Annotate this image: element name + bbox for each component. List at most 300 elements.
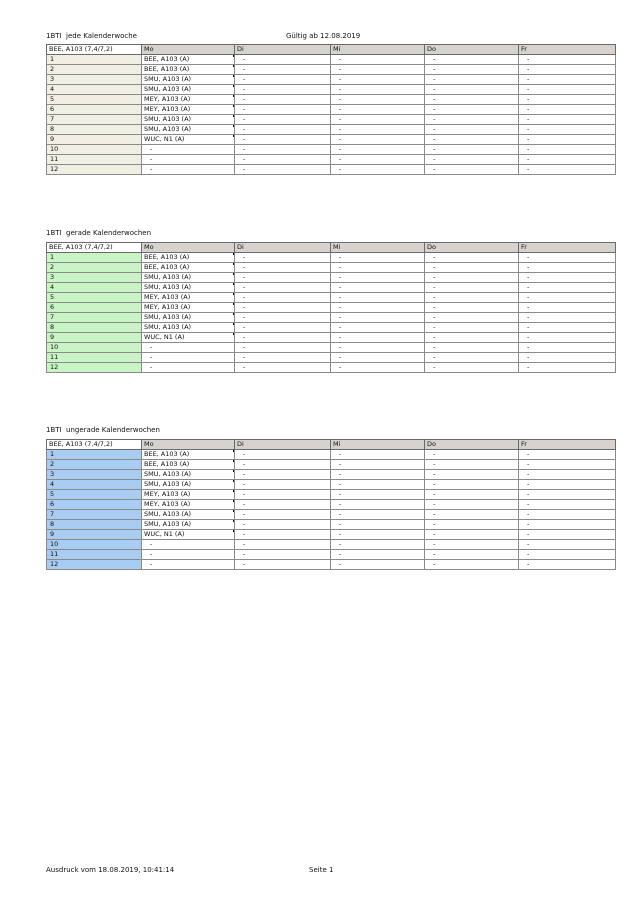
- table-row: [47, 560, 616, 570]
- lesson-cell-do: [425, 363, 519, 373]
- lesson-cell-mo: [142, 253, 235, 263]
- day-header-mo: Mo: [142, 440, 235, 450]
- lesson-cell-mi: [331, 55, 425, 65]
- lesson-text: -: [433, 65, 436, 73]
- lesson-cell-mo: [142, 303, 235, 313]
- table-row: [47, 135, 616, 145]
- lesson-cell-di: [235, 520, 331, 530]
- lesson-cell-di: [235, 353, 331, 363]
- lesson-cell-do: [425, 105, 519, 115]
- lesson-text: -: [150, 155, 153, 163]
- lesson-text: BEE, A103 (A): [144, 55, 190, 63]
- lesson-text: -: [527, 550, 530, 558]
- lesson-text: BEE, A103 (A): [144, 263, 190, 271]
- lesson-text: -: [527, 303, 530, 311]
- lesson-text: SMU, A103 (A): [144, 273, 192, 281]
- table-row: [47, 363, 616, 373]
- table-row: [47, 165, 616, 175]
- lesson-text: -: [527, 95, 530, 103]
- lesson-cell-mi: [331, 550, 425, 560]
- lesson-cell-di: [235, 303, 331, 313]
- lesson-text: -: [433, 480, 436, 488]
- lesson-cell-fr: [519, 313, 616, 323]
- period-number: 3: [47, 75, 142, 85]
- lesson-cell-do: [425, 450, 519, 460]
- lesson-text: -: [527, 540, 530, 548]
- corner-marker: [233, 253, 235, 256]
- lesson-text: -: [527, 145, 530, 153]
- lesson-text: -: [243, 353, 246, 361]
- lesson-text: -: [433, 105, 436, 113]
- lesson-text: -: [527, 105, 530, 113]
- lesson-cell-mo: [142, 560, 235, 570]
- lesson-cell-fr: [519, 343, 616, 353]
- table-row: [47, 273, 616, 283]
- lesson-text: SMU, A103 (A): [144, 85, 192, 93]
- lesson-cell-fr: [519, 460, 616, 470]
- lesson-text: -: [527, 155, 530, 163]
- corner-marker: [233, 75, 235, 78]
- lesson-cell-di: [235, 470, 331, 480]
- lesson-cell-do: [425, 125, 519, 135]
- lesson-cell-mo: [142, 165, 235, 175]
- lesson-text: -: [433, 353, 436, 361]
- table-row: [47, 155, 616, 165]
- lesson-cell-do: [425, 480, 519, 490]
- lesson-cell-fr: [519, 125, 616, 135]
- lesson-cell-mo: [142, 273, 235, 283]
- lesson-text: -: [433, 115, 436, 123]
- lesson-text: MEY, A103 (A): [144, 105, 191, 113]
- lesson-text: -: [243, 480, 246, 488]
- period-number: 3: [47, 470, 142, 480]
- lesson-cell-fr: [519, 263, 616, 273]
- lesson-text: SMU, A103 (A): [144, 323, 192, 331]
- lesson-text: -: [527, 470, 530, 478]
- period-number: 7: [47, 510, 142, 520]
- lesson-text: -: [243, 500, 246, 508]
- day-header-fr: Fr: [519, 45, 616, 55]
- lesson-cell-mi: [331, 75, 425, 85]
- lesson-text: -: [527, 460, 530, 468]
- lesson-cell-do: [425, 500, 519, 510]
- lesson-cell-di: [235, 115, 331, 125]
- lesson-cell-fr: [519, 480, 616, 490]
- lesson-cell-di: [235, 145, 331, 155]
- period-number: 5: [47, 490, 142, 500]
- lesson-text: BEE, A103 (A): [144, 65, 190, 73]
- day-header-di: Di: [235, 45, 331, 55]
- lesson-cell-mo: [142, 550, 235, 560]
- lesson-cell-fr: [519, 490, 616, 500]
- lesson-cell-mi: [331, 273, 425, 283]
- lesson-text: -: [433, 303, 436, 311]
- lesson-cell-mi: [331, 283, 425, 293]
- lesson-cell-di: [235, 263, 331, 273]
- page-number: Seite 1: [309, 866, 334, 874]
- lesson-text: BEE, A103 (A): [144, 460, 190, 468]
- lesson-cell-di: [235, 550, 331, 560]
- period-number: 10: [47, 540, 142, 550]
- lesson-cell-mi: [331, 450, 425, 460]
- lesson-text: -: [243, 55, 246, 63]
- lesson-text: -: [433, 510, 436, 518]
- lesson-cell-mo: [142, 115, 235, 125]
- section-title-odd-weeks: 1BTI ungerade Kalenderwochen: [46, 426, 160, 434]
- lesson-text: -: [150, 363, 153, 371]
- lesson-text: -: [339, 560, 342, 568]
- lesson-text: -: [339, 510, 342, 518]
- lesson-cell-mi: [331, 293, 425, 303]
- lesson-text: -: [527, 65, 530, 73]
- table-row: [47, 55, 616, 65]
- lesson-cell-mo: [142, 313, 235, 323]
- lesson-text: -: [433, 343, 436, 351]
- lesson-cell-di: [235, 343, 331, 353]
- lesson-cell-do: [425, 283, 519, 293]
- lesson-text: -: [433, 470, 436, 478]
- lesson-cell-di: [235, 75, 331, 85]
- lesson-text: -: [243, 85, 246, 93]
- period-number: 9: [47, 333, 142, 343]
- period-number: 8: [47, 323, 142, 333]
- lesson-cell-mo: [142, 353, 235, 363]
- lesson-cell-mi: [331, 65, 425, 75]
- corner-marker: [233, 85, 235, 88]
- class-info-cell: BEE, A103 (7,4/7,2): [47, 45, 142, 55]
- lesson-cell-di: [235, 293, 331, 303]
- lesson-cell-mo: [142, 55, 235, 65]
- period-number: 1: [47, 450, 142, 460]
- lesson-text: SMU, A103 (A): [144, 75, 192, 83]
- lesson-text: -: [243, 530, 246, 538]
- lesson-cell-fr: [519, 55, 616, 65]
- period-number: 7: [47, 313, 142, 323]
- lesson-text: -: [150, 540, 153, 548]
- lesson-text: MEY, A103 (A): [144, 95, 191, 103]
- lesson-cell-di: [235, 85, 331, 95]
- lesson-cell-mi: [331, 303, 425, 313]
- lesson-text: -: [243, 510, 246, 518]
- lesson-text: -: [243, 273, 246, 281]
- lesson-cell-di: [235, 500, 331, 510]
- lesson-text: -: [243, 343, 246, 351]
- lesson-cell-do: [425, 155, 519, 165]
- lesson-text: WUC, N1 (A): [144, 135, 185, 143]
- lesson-cell-di: [235, 510, 331, 520]
- lesson-text: -: [433, 490, 436, 498]
- lesson-text: BEE, A103 (A): [144, 450, 190, 458]
- lesson-cell-do: [425, 263, 519, 273]
- table-row: [47, 85, 616, 95]
- lesson-cell-mi: [331, 135, 425, 145]
- lesson-text: -: [150, 145, 153, 153]
- table-row: [47, 263, 616, 273]
- lesson-text: SMU, A103 (A): [144, 520, 192, 528]
- lesson-text: MEY, A103 (A): [144, 500, 191, 508]
- lesson-text: -: [527, 253, 530, 261]
- lesson-cell-di: [235, 460, 331, 470]
- lesson-text: -: [527, 363, 530, 371]
- table-row: [47, 550, 616, 560]
- lesson-text: -: [433, 293, 436, 301]
- lesson-text: -: [433, 450, 436, 458]
- lesson-text: -: [339, 480, 342, 488]
- lesson-cell-fr: [519, 85, 616, 95]
- lesson-cell-fr: [519, 65, 616, 75]
- lesson-cell-di: [235, 95, 331, 105]
- lesson-cell-mi: [331, 145, 425, 155]
- lesson-cell-di: [235, 125, 331, 135]
- lesson-cell-do: [425, 115, 519, 125]
- lesson-text: -: [527, 530, 530, 538]
- lesson-text: -: [243, 253, 246, 261]
- table-row: [47, 450, 616, 460]
- period-number: 2: [47, 460, 142, 470]
- corner-marker: [233, 115, 235, 118]
- table-row: [47, 343, 616, 353]
- lesson-cell-fr: [519, 165, 616, 175]
- lesson-text: -: [433, 135, 436, 143]
- lesson-cell-do: [425, 323, 519, 333]
- period-number: 11: [47, 353, 142, 363]
- lesson-text: -: [243, 75, 246, 83]
- day-header-do: Do: [425, 243, 519, 253]
- lesson-cell-di: [235, 363, 331, 373]
- lesson-cell-fr: [519, 540, 616, 550]
- lesson-text: -: [339, 75, 342, 83]
- corner-marker: [233, 470, 235, 473]
- period-number: 5: [47, 95, 142, 105]
- lesson-text: -: [243, 105, 246, 113]
- lesson-text: -: [527, 293, 530, 301]
- table-row: [47, 470, 616, 480]
- lesson-text: -: [243, 323, 246, 331]
- period-number: 1: [47, 253, 142, 263]
- lesson-cell-fr: [519, 253, 616, 263]
- lesson-text: -: [243, 520, 246, 528]
- lesson-cell-mi: [331, 500, 425, 510]
- lesson-cell-mo: [142, 480, 235, 490]
- lesson-cell-di: [235, 323, 331, 333]
- lesson-text: -: [243, 540, 246, 548]
- lesson-text: -: [433, 273, 436, 281]
- lesson-text: -: [433, 263, 436, 271]
- print-timestamp: Ausdruck vom 18.08.2019, 10:41:14: [46, 866, 175, 874]
- lesson-text: -: [243, 125, 246, 133]
- lesson-cell-do: [425, 135, 519, 145]
- timetable-every-week: [46, 44, 616, 175]
- corner-marker: [233, 480, 235, 483]
- day-header-do: Do: [425, 440, 519, 450]
- lesson-text: -: [339, 253, 342, 261]
- lesson-cell-mi: [331, 125, 425, 135]
- lesson-text: -: [339, 155, 342, 163]
- table-row: [47, 500, 616, 510]
- lesson-cell-fr: [519, 363, 616, 373]
- corner-marker: [233, 323, 235, 326]
- lesson-cell-fr: [519, 105, 616, 115]
- lesson-text: -: [339, 125, 342, 133]
- lesson-cell-do: [425, 343, 519, 353]
- lesson-cell-di: [235, 560, 331, 570]
- lesson-cell-fr: [519, 145, 616, 155]
- corner-marker: [233, 520, 235, 523]
- lesson-text: -: [243, 460, 246, 468]
- lesson-cell-do: [425, 273, 519, 283]
- lesson-cell-mo: [142, 500, 235, 510]
- lesson-cell-do: [425, 145, 519, 155]
- lesson-cell-do: [425, 530, 519, 540]
- period-number: 10: [47, 343, 142, 353]
- table-row: [47, 540, 616, 550]
- lesson-text: -: [243, 145, 246, 153]
- timetable-even-weeks: [46, 242, 616, 373]
- lesson-text: SMU, A103 (A): [144, 125, 192, 133]
- lesson-cell-mo: [142, 490, 235, 500]
- corner-marker: [233, 500, 235, 503]
- lesson-text: -: [339, 343, 342, 351]
- period-number: 9: [47, 135, 142, 145]
- lesson-text: -: [527, 125, 530, 133]
- period-number: 12: [47, 560, 142, 570]
- lesson-cell-mi: [331, 155, 425, 165]
- table-row: [47, 115, 616, 125]
- lesson-text: -: [527, 450, 530, 458]
- table-row: [47, 95, 616, 105]
- lesson-cell-di: [235, 165, 331, 175]
- lesson-text: -: [433, 165, 436, 173]
- corner-marker: [233, 95, 235, 98]
- lesson-text: -: [339, 530, 342, 538]
- lesson-cell-do: [425, 293, 519, 303]
- lesson-text: -: [433, 550, 436, 558]
- lesson-text: -: [339, 293, 342, 301]
- table-row: [47, 460, 616, 470]
- lesson-text: -: [243, 283, 246, 291]
- period-number: 11: [47, 155, 142, 165]
- lesson-text: -: [339, 283, 342, 291]
- lesson-cell-di: [235, 55, 331, 65]
- day-header-mi: Mi: [331, 243, 425, 253]
- lesson-cell-mo: [142, 85, 235, 95]
- lesson-text: -: [243, 293, 246, 301]
- lesson-cell-do: [425, 65, 519, 75]
- lesson-cell-mi: [331, 115, 425, 125]
- period-number: 4: [47, 85, 142, 95]
- lesson-text: -: [339, 490, 342, 498]
- lesson-text: -: [339, 550, 342, 558]
- corner-marker: [233, 530, 235, 533]
- lesson-cell-do: [425, 313, 519, 323]
- corner-marker: [233, 313, 235, 316]
- lesson-text: -: [433, 520, 436, 528]
- lesson-cell-mo: [142, 460, 235, 470]
- lesson-cell-do: [425, 333, 519, 343]
- table-row: [47, 490, 616, 500]
- lesson-cell-mi: [331, 165, 425, 175]
- table-row: [47, 480, 616, 490]
- lesson-text: -: [433, 460, 436, 468]
- lesson-text: -: [150, 550, 153, 558]
- lesson-text: -: [339, 115, 342, 123]
- lesson-cell-di: [235, 333, 331, 343]
- lesson-text: -: [243, 155, 246, 163]
- lesson-cell-mo: [142, 75, 235, 85]
- lesson-text: -: [339, 323, 342, 331]
- table-row: [47, 293, 616, 303]
- period-number: 8: [47, 125, 142, 135]
- lesson-text: -: [339, 353, 342, 361]
- day-header-mi: Mi: [331, 440, 425, 450]
- table-row: [47, 283, 616, 293]
- lesson-text: -: [433, 313, 436, 321]
- period-number: 12: [47, 165, 142, 175]
- lesson-text: -: [527, 500, 530, 508]
- lesson-text: -: [243, 165, 246, 173]
- lesson-cell-fr: [519, 470, 616, 480]
- lesson-text: -: [243, 135, 246, 143]
- table-row: [47, 520, 616, 530]
- period-number: 6: [47, 500, 142, 510]
- lesson-text: -: [339, 273, 342, 281]
- lesson-cell-fr: [519, 273, 616, 283]
- lesson-cell-mi: [331, 490, 425, 500]
- lesson-cell-fr: [519, 450, 616, 460]
- period-number: 6: [47, 105, 142, 115]
- table-row: [47, 75, 616, 85]
- lesson-cell-do: [425, 353, 519, 363]
- lesson-cell-mo: [142, 343, 235, 353]
- lesson-cell-do: [425, 540, 519, 550]
- lesson-cell-do: [425, 253, 519, 263]
- lesson-cell-do: [425, 520, 519, 530]
- lesson-text: -: [339, 363, 342, 371]
- lesson-cell-fr: [519, 283, 616, 293]
- lesson-text: -: [433, 283, 436, 291]
- corner-marker: [233, 273, 235, 276]
- lesson-cell-do: [425, 560, 519, 570]
- lesson-cell-mi: [331, 560, 425, 570]
- lesson-cell-mo: [142, 333, 235, 343]
- lesson-text: -: [433, 500, 436, 508]
- corner-marker: [233, 55, 235, 58]
- lesson-cell-mo: [142, 323, 235, 333]
- lesson-text: -: [150, 343, 153, 351]
- lesson-text: -: [339, 450, 342, 458]
- lesson-text: -: [527, 55, 530, 63]
- lesson-text: -: [527, 85, 530, 93]
- lesson-text: -: [150, 353, 153, 361]
- lesson-text: -: [527, 490, 530, 498]
- period-number: 7: [47, 115, 142, 125]
- lesson-cell-mi: [331, 333, 425, 343]
- lesson-text: SMU, A103 (A): [144, 313, 192, 321]
- lesson-text: -: [339, 520, 342, 528]
- lesson-text: -: [433, 75, 436, 83]
- lesson-text: -: [150, 560, 153, 568]
- lesson-cell-mi: [331, 85, 425, 95]
- lesson-text: -: [339, 95, 342, 103]
- lesson-text: MEY, A103 (A): [144, 293, 191, 301]
- lesson-text: -: [243, 263, 246, 271]
- lesson-text: -: [433, 363, 436, 371]
- lesson-cell-do: [425, 550, 519, 560]
- corner-marker: [233, 490, 235, 493]
- corner-marker: [233, 333, 235, 336]
- lesson-cell-mi: [331, 105, 425, 115]
- lesson-text: -: [243, 115, 246, 123]
